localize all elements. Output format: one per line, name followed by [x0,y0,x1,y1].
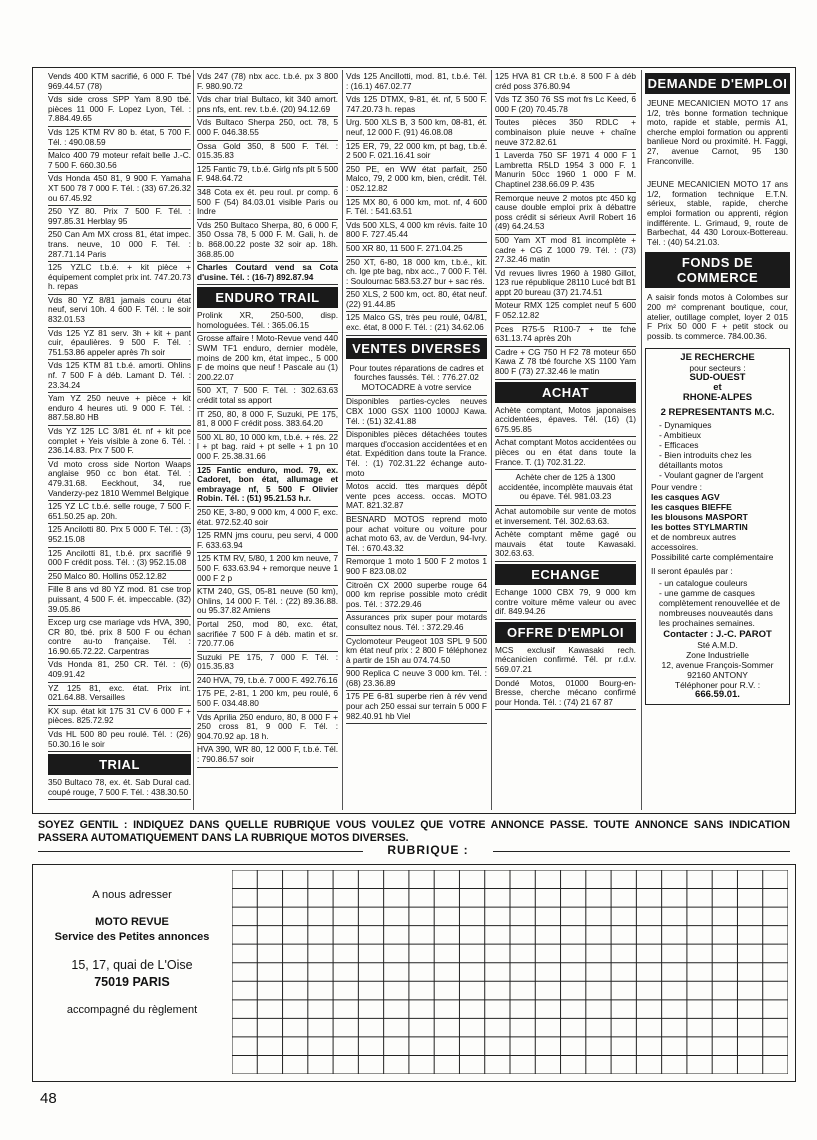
product-line: et de nombreux autres accessoires. [651,532,737,553]
classified-ad: Vds 125 DTMX, 9-81, ét. nf, 5 500 F. 747.20.73 h. repas [346,94,487,117]
section-header: ENDURO TRAIL [197,287,338,308]
classified-ad: 125 YZLC t.b.é. + kit pièce + équipement complet prix int. 747.20.73 h. repas [48,262,191,295]
address-line: accompagné du règlement [66,1004,198,1016]
address-city: 75019 PARIS [94,975,170,989]
page-number: 48 [40,1090,57,1107]
section-header: ACHAT [495,382,636,403]
letter-grid[interactable] [232,870,788,1074]
classified-ad: Assurances prix super pour motards consultez nous. Tél. : 372.29.46 [346,612,487,635]
classified-ad: HVA 390, WR 80, 12 000 F, t.b.é. Tél. : 790.86.57 soir [197,744,338,767]
list-item: - Bien introduits chez les détaillants motos [659,450,784,470]
classified-ad: 250 KE, 3-80, 9 000 km, 4 000 F, exc. état. 972.52.40 soir [197,507,338,530]
classified-ad: Motos accid. ttes marques dépôt vente pces access. occas. MOTO MAT. 821.32.87 [346,481,487,514]
classified-ad: Vds Aprilia 250 enduro, 80, 8 000 F + 250 cross 81, 9 000 F. Tél. : 904.70.92 ap. 18 h. [197,712,338,745]
box-line: et [713,382,722,394]
notice-ad: Pour toutes réparations de cadres et fourches faussés. Tél. : 776.27.02 MOTOCADRE à votre service [346,361,487,397]
classified-ad: Excep urg cse mariage vds HVA, 390, CR 80, tbé. prix 8 500 F ou échan contre au-to française. Tél. : 16.90.65.72.22. Carpentras [48,617,191,659]
list-item: - une gamme de casques complètement renouvellée et de nombreuses nouveautés dans les prochaines semaines. [659,588,784,628]
classified-ad: 125 Ancilotti 80. Prx 5 000 F. Tél. : (3) 952.15.08 [48,524,191,547]
list-item: - Voulant gagner de l'argent [659,470,784,480]
classified-ad: Pces R75-5 R100-7 + tte fche 631.13.74 après 20h [495,324,636,347]
rubrique-line [38,845,790,857]
classifieds-column-3 [346,71,487,724]
product-line: les casques AGV [651,492,720,503]
classified-ad: 500 XL 80, 10 000 km, t.b.é. + rés. 22 l + pt bag. raid + pt selle + 1 pn 10 000 F. 25.38.31.66 [197,432,338,465]
classified-ad: Vds 80 YZ 8/81 jamais couru état neuf, servi 10h. 4 600 F. Tél. : le soir 832.01.53 [48,295,191,328]
classified-ad: Vds side cross SPP Yam 8.90 tbé. pièces 11 000 F. Lopez Lyon, Tél. : 7.884.49.65 [48,94,191,127]
classified-ad: 125 RMN jms couru, peu servi, 4 000 F. 633.63.94 [197,530,338,553]
classified-ad: Vds 247 (78) nbx acc. t.b.é. px 3 800 F. 980.90.72 [197,71,338,94]
recruitment-box [645,348,790,705]
classified-ad: 125 HVA 81 CR t.b.é. 8 500 F à déb créd poss 376.80.94 [495,71,636,94]
box-contact-line: Sté A.M.D. [697,640,738,651]
classified-ad: Vds 500 XLS, 4 000 km révis. faite 10 800 F. 727.45.44 [346,220,487,243]
classified-ad: Prolink XR, 250-500, disp. homologuées. Tél. : 365.06.15 [197,310,338,333]
classified-ad: 250 PE, en WW état parfait, 250 Malco, 79, 2 000 km, bien, crédit. Tél. : 052.12.82 [346,164,487,197]
classified-ad: Fille 8 ans vd 80 YZ mod. 81 cse trop puissant, 4 500 F. ét. impeccable. (32) 39.05.86 [48,584,191,617]
classified-ad: 250 XLS, 2 500 km, oct. 80, état neuf. (22) 91.44.85 [346,289,487,312]
list-item: - Dynamiques [659,420,784,430]
section-header-fonds-commerce: FONDS DE COMMERCE [645,252,790,288]
classified-ad: Vds 250 Bultaco Sherpa, 80, 6 000 F, 350 Ossa 78, 5 000 F. M. Gali, h. de b. 868.00.22 poste 32 soir ap. 18h. 368.85.00 [197,220,338,262]
qualities-list [651,420,784,480]
classified-ad: 500 XT, 7 500 F. Tél. : 302.63.63 crédit total ss apport [197,385,338,408]
classified-ad: Remorque 1 moto 1 500 F 2 motos 1 900 F 823.08.02 [346,556,487,579]
classified-ad: Vends 400 KTM sacrifié, 6 000 F. Tbé 969.44.57 (78) [48,71,191,94]
classified-ad: Vds 125 KTM 81 t.b.é. amorti. Ohlins nf. 7 500 F à déb. Lamant D. Tél. : 23.34.24 [48,360,191,393]
box-region: SUD-OUEST [689,372,746,384]
classified-ad: 900 Replica C neuve 3 000 km. Tél. : (68) 23.36.89 [346,668,487,691]
list-item: - un catalogue couleurs [659,578,784,588]
box-line: Pour vendre : [651,482,703,493]
box-title: JE RECHERCHE [680,352,755,364]
classified-ad: MCS exclusif Kawasaki rech. mécanicien confirmé. Tél. pr r.d.v. 569.07.21 [495,645,636,678]
classified-ad: Grosse affaire ! Moto-Revue vend 440 SWM TF1 enduro, dernier modèle, moins de 200 km, état impec., 5 000 F de moins que neuf ! Pascale au (1) 200.22.07 [197,333,338,385]
section-header: OFFRE D'EMPLOI [495,622,636,643]
classified-ad: Moteur RMX 125 complet neuf 5 600 F 052.12.82 [495,300,636,323]
classifieds-column-1 [48,71,191,800]
classified-ad: 250 YZ 80. Prix 7 500 F. Tél. : 997.85.31 Herblay 95 [48,206,191,229]
classified-ad: Vds Honda 450 81, 9 900 F. Yamaha XT 500 78 7 000 F. Tél. : (33) 67.26.32 ou 67.45.92 [48,173,191,206]
classified-ad: Vds 125 Ancillotti, mod. 81, t.b.é. Tél. : (16.1) 467.02.77 [346,71,487,94]
product-line: les casques BIEFFE [651,502,732,513]
classified-ad: 125 KTM RV, 5/80, 1 200 km neuve, 7 500 F. 633.63.94 + remorque neuve 1 000 F 2 p [197,553,338,586]
classified-ad: KTM 240, GS, 05-81 neuve (50 km), Ohlins, 14 000 F. Tél. : (22) 89.36.88. ou 95.37.82 Amiens [197,586,338,619]
classified-ad: Cyclomoteur Peugeot 103 SPL 9 500 km état neuf prix : 2 800 F téléphonez à partir de 15h au 074.74.50 [346,636,487,669]
classified-ad: Achat automobile sur vente de motos et inversement. Tél. 302.63.63. [495,506,636,529]
classified-ad: 240 HVA, 79, t.b.é. 7 000 F. 492.76.16 [197,675,338,689]
classified-ad: 125 Fantic enduro, mod. 79, ex. Cadoret, bon état, allumage et embrayage nf, 5 500 F Olivier Robin. Tél. : (51) 95.21.53 h.r. [197,465,338,507]
column-divider [193,70,194,810]
address-street: 15, 17, quai de L'Oise [71,958,193,972]
classified-ad: 125 Fantic 79, t.b.é. Girlg nfs plt 5 500 F. 948.64.72 [197,164,338,187]
classified-ad: 175 PE, 2-81, 1 200 km, peu roulé, 6 500 F. 034.48.80 [197,688,338,711]
classified-ad: Vds Honda 81, 250 CR. Tél. : (6) 409.91.42 [48,659,191,682]
section-header: ECHANGE [495,564,636,585]
classified-ad: Disponibles pièces détachées toutes marques d'occasion accidentées et en état. Expédition dans toute la France. Tél. : (1) 702.31.22 échange auto-moto [346,429,487,481]
instruction-text: SOYEZ GENTIL : INDIQUEZ DANS QUELLE RUBRIQUE VOUS VOULEZ QUE VOTRE ANNONCE PASSE. TOUTE ANNONCE SANS INDICATION PASSERA AUTOMATIQUEMENT DANS LA RUBRIQUE MOTOS DIVERSES. [38,819,790,844]
box-contact-line: 92160 ANTONY [687,670,748,681]
box-region: RHONE-ALPES [682,392,753,404]
section-header: TRIAL [48,754,191,775]
product-line: Possibilité carte complémentaire [651,552,774,563]
classified-ad: Toutes pièces 350 RDLC + combinaison pluie neuve + chaîne neuve 372.82.61 [495,117,636,150]
classified-ad: Vds char trial Bultaco, kit 340 amort. pns nfs, ent. rev. t.b.é. (20) 94.12.69 [197,94,338,117]
address-line: A nous adresser [92,889,172,901]
products-list [651,492,784,562]
support-list [651,578,784,628]
mailing-address [38,876,226,1018]
classified-ad: BESNARD MOTOS reprend moto pour achat voiture ou voiture pour achat moto 63, av. de Verdun, 94-Ivry. Tél. : 670.43.32 [346,514,487,556]
classified-ad: 175 PE 6-81 superbe rien à rév vend pour ach 250 essai sur terrain 5 000 F 982.40.91 hb Viel [346,691,487,724]
classified-ad: Malco 400 79 moteur refait belle J.-C. 7 500 F. 660.30.56 [48,150,191,173]
classified-ad: Ossa Gold 350, 8 500 F. Tél. : 015.35.83 [197,141,338,164]
box-contact-line: Téléphoner pour R.V. : [674,680,761,691]
classified-ad: 250 Malco 80. Hollins 052.12.82 [48,571,191,585]
notice-ad: Achète cher de 125 à 1300 accidentée, incomplète mauvais état ou épave. Tél. 981.03.23 [495,470,636,506]
section-header: VENTES DIVERSES [346,338,487,359]
box-contact-line: Zone Industrielle [686,650,749,661]
classified-ad: Urg. 500 XLS B, 3 500 km, 08-81, ét. neuf, 12 000 F. (91) 46.08.08 [346,117,487,140]
classified-ad: Vds 125 KTM RV 80 b. état, 5 700 F. Tél. : 490.08.59 [48,127,191,150]
box-line: pour secteurs : [689,363,746,374]
classified-ad: 1 Laverda 750 SF 1971 4 000 F 1 Lambretta R5LD 1954 3 000 F. 1 Manurin 50cc 1960 1 000 F M. Chaptinel 238.66.09 P. 435 [495,150,636,192]
classified-ad: 125 MX 80, 6 000 km, mot. nf, 4 600 F. Tél. : 541.63.51 [346,197,487,220]
classified-ad: Suzuki PE 175, 7 000 F. Tél. : 015.35.83 [197,652,338,675]
rubrique-label: RUBRIQUE : [387,843,469,857]
classified-ad: Cadre + CG 750 H F2 78 moteur 650 Kawa Z 78 tbé fourche XS 1100 Yam 800 F (73) 27.32.46 le matin [495,347,636,380]
classified-ad: Vds TZ 350 76 SS mot frs Lc Keed, 6 000 F (20) 70.45.78 [495,94,636,117]
classifieds-column-5 [645,71,790,705]
address-service: Service des Petites annonces [54,931,210,943]
list-item: - Ambitieux [659,430,784,440]
classified-ad: Achète comptant même gagé ou mauvais état toute Kawasaki. 302.63.63. [495,529,636,562]
classified-ad: KX sup. état kit 175 31 CV 6 000 F + pièces. 825.72.92 [48,706,191,729]
classified-ad: Disponibles parties-cycles neuves CBX 1000 GSX 1100 1000J Kawa. Tél. : (51) 32.41.88 [346,396,487,429]
classified-ad: Echange 1000 CBX 79, 9 000 km contre voiture même valeur ou avec dif. 849.94.26 [495,587,636,620]
classified-ad: Citroën CX 2000 superbe rouge 64 000 km reprise possible moto crédit pos. Tél. : 372.29.46 [346,580,487,613]
classified-ad: Vds YZ 125 LC 3/81 ét. nf + kit pce complet + Yeis visible à zone 6. Tél. : 236.14.83. Prx 7 500 F. [48,426,191,459]
column-divider [491,70,492,810]
classified-ad: Vds HL 500 80 peu roulé. Tél. : (26) 50.30.16 le soir [48,729,191,752]
product-line: les bottes STYLMARTIN [651,522,748,533]
product-line: les blousons MASPORT [651,512,748,523]
classified-ad: Portal 250, mod 80, exc. état, sacrifiée 7 500 F à déb. matin et sr. 720.77.06 [197,619,338,652]
business-sale-ad: A saisir fonds motos à Colombes sur 200 m² comprenant boutique, cour, atelier, outillage complet, loyer 2 015 F Prix 50 000 F + petit stock ou possib. ts commerce. 784.00.36. [647,292,788,341]
classified-ad: 348 Cota ex ét. peu roul. pr comp. 6 500 F (54) 84.03.01 visible Paris ou Indre [197,187,338,220]
box-phone: 666.59.01. [695,689,740,701]
box-contact-line: 12, avenue François-Sommer [661,660,774,671]
classified-ad: Yam YZ 250 neuve + pièce + kit enduro 4 heures uti. 9 000 F. Tél. : 887.58.80 HB [48,393,191,426]
classified-ad: 125 Ancilotti 81, t.b.é. prx sacrifié 9 000 F crédit poss. Tél. : (3) 952.15.08 [48,548,191,571]
column-divider [641,70,642,810]
address-magazine: MOTO REVUE [95,916,169,928]
classified-ad: Vd moto cross side Norton Waaps anglaise 950 cc bon état. Tél. : 479.31.68. Eeckhout, 34, rue Vanderzy-pez 1810 Wemmel Belgique [48,459,191,501]
classified-ad: Vds Bultaco Sherpa 250, oct. 78, 5 000 F. 046.38.55 [197,117,338,140]
column-divider [342,70,343,810]
list-item: - Efficaces [659,440,784,450]
classified-ad: 500 Yam XT mod 81 incomplète + cadre + CG Z 1000 79. Tél. : (73) 27.32.46 matin [495,235,636,268]
classified-ad: 350 Bultaco 78, ex. ét. Sab Dural cad. coupé rouge, 7 500 F. Tél. : 438.30.50 [48,777,191,800]
classified-ad: Vds 125 YZ 81 serv. 3h + kit + pant cuir, épaulières. 9 500 F. Tél. : 751.53.86 appeler après 7h soir [48,328,191,361]
job-request-ad: JEUNE MECANICIEN MOTO 17 ans 1/2, très bonne formation technique moto, rapide et stable, permis A1, cherche emploi formation ou apprenti banlieue Nord ou proximité. H. Faggi, 27, avenue Carnot, 95 130 Franconville. [647,98,788,166]
classified-ad: Remorque neuve 2 motos ptc 450 kg cause double emploi prix à débattre poss crédit si sérieux Avril Robert 16 (49) 64.24.53 [495,193,636,235]
classified-ad: 125 ER, 79, 22 000 km, pt bag, t.b.é. 2 500 F. 021.16.41 soir [346,141,487,164]
classified-ad: Dondé Motos, 01000 Bourg-en-Bresse, cherche mécano confirmé pour Honda. Tél. : (74) 21 67 87 [495,678,636,711]
classified-ad: 125 YZ LC t.b.é. selle rouge, 7 500 F. 651.50.25 ap. 20h. [48,501,191,524]
classified-ad: IT 250, 80, 8 000 F, Suzuki, PE 175, 81, 8 000 F crédit poss. 383.64.20 [197,409,338,432]
classifieds-column-2 [197,71,338,768]
classified-ad: Achète comptant, Motos japonaises accidentées, épaves. Tél. (16) (1) 675.95.85 [495,405,636,438]
job-request-ad: JEUNE MECANICIEN MOTO 17 ans 1/2, formation technique E.T.N. sérieux, stable, rapide, cherche emploi formation ou apprenti, région indifférente. L. Grimaud, 9, route de Barbechat, 44 430 Loroux-Bottereau. Tél. : (40) 54.21.03. [647,179,788,247]
box-contact: Contacter : J.-C. PAROT [663,629,772,641]
classified-ad: 250 XT, 6-80, 18 000 km, t.b.é., kit. ch. lge pte bag, nbx acc., 7 000 F. Tél. : Soulournac 583.53.27 bur + sac rés. [346,257,487,290]
classified-ad: 500 XR 80, 11 500 F. 271.04.25 [346,243,487,257]
classified-ad: Achat comptant Motos accidentées ou pièces ou en état dans toute la France. T. (1) 702.31.22. [495,437,636,470]
box-headline: 2 REPRESENTANTS M.C. [660,407,775,419]
section-header-demande-emploi: DEMANDE D'EMPLOI [645,73,790,94]
classified-ad: Charles Coutard vend sa Cota d'usine. Tél. : (16-7) 892.87.94 [197,262,338,285]
classified-ad: 250 Can Am MX cross 81, état impec. trans. neuve, 10 000 F. Tél. : 287.71.14 Paris [48,229,191,262]
box-line: Il seront épaulés par : [651,566,733,577]
classified-ad: YZ 125 81, exc. état. Prix int. 021.64.88. Versailles [48,683,191,706]
classifieds-column-4 [495,71,636,710]
classified-ad: Vd revues livres 1960 à 1980 Gillot, 123 rue république 28110 Lucé bdt B1 appt 20 bureau (37) 21.74.51 [495,268,636,301]
classified-ad: 125 Malco GS, très peu roulé, 04/81, exc. état, 8 000 F. Tél. : (21) 34.62.06 [346,312,487,335]
